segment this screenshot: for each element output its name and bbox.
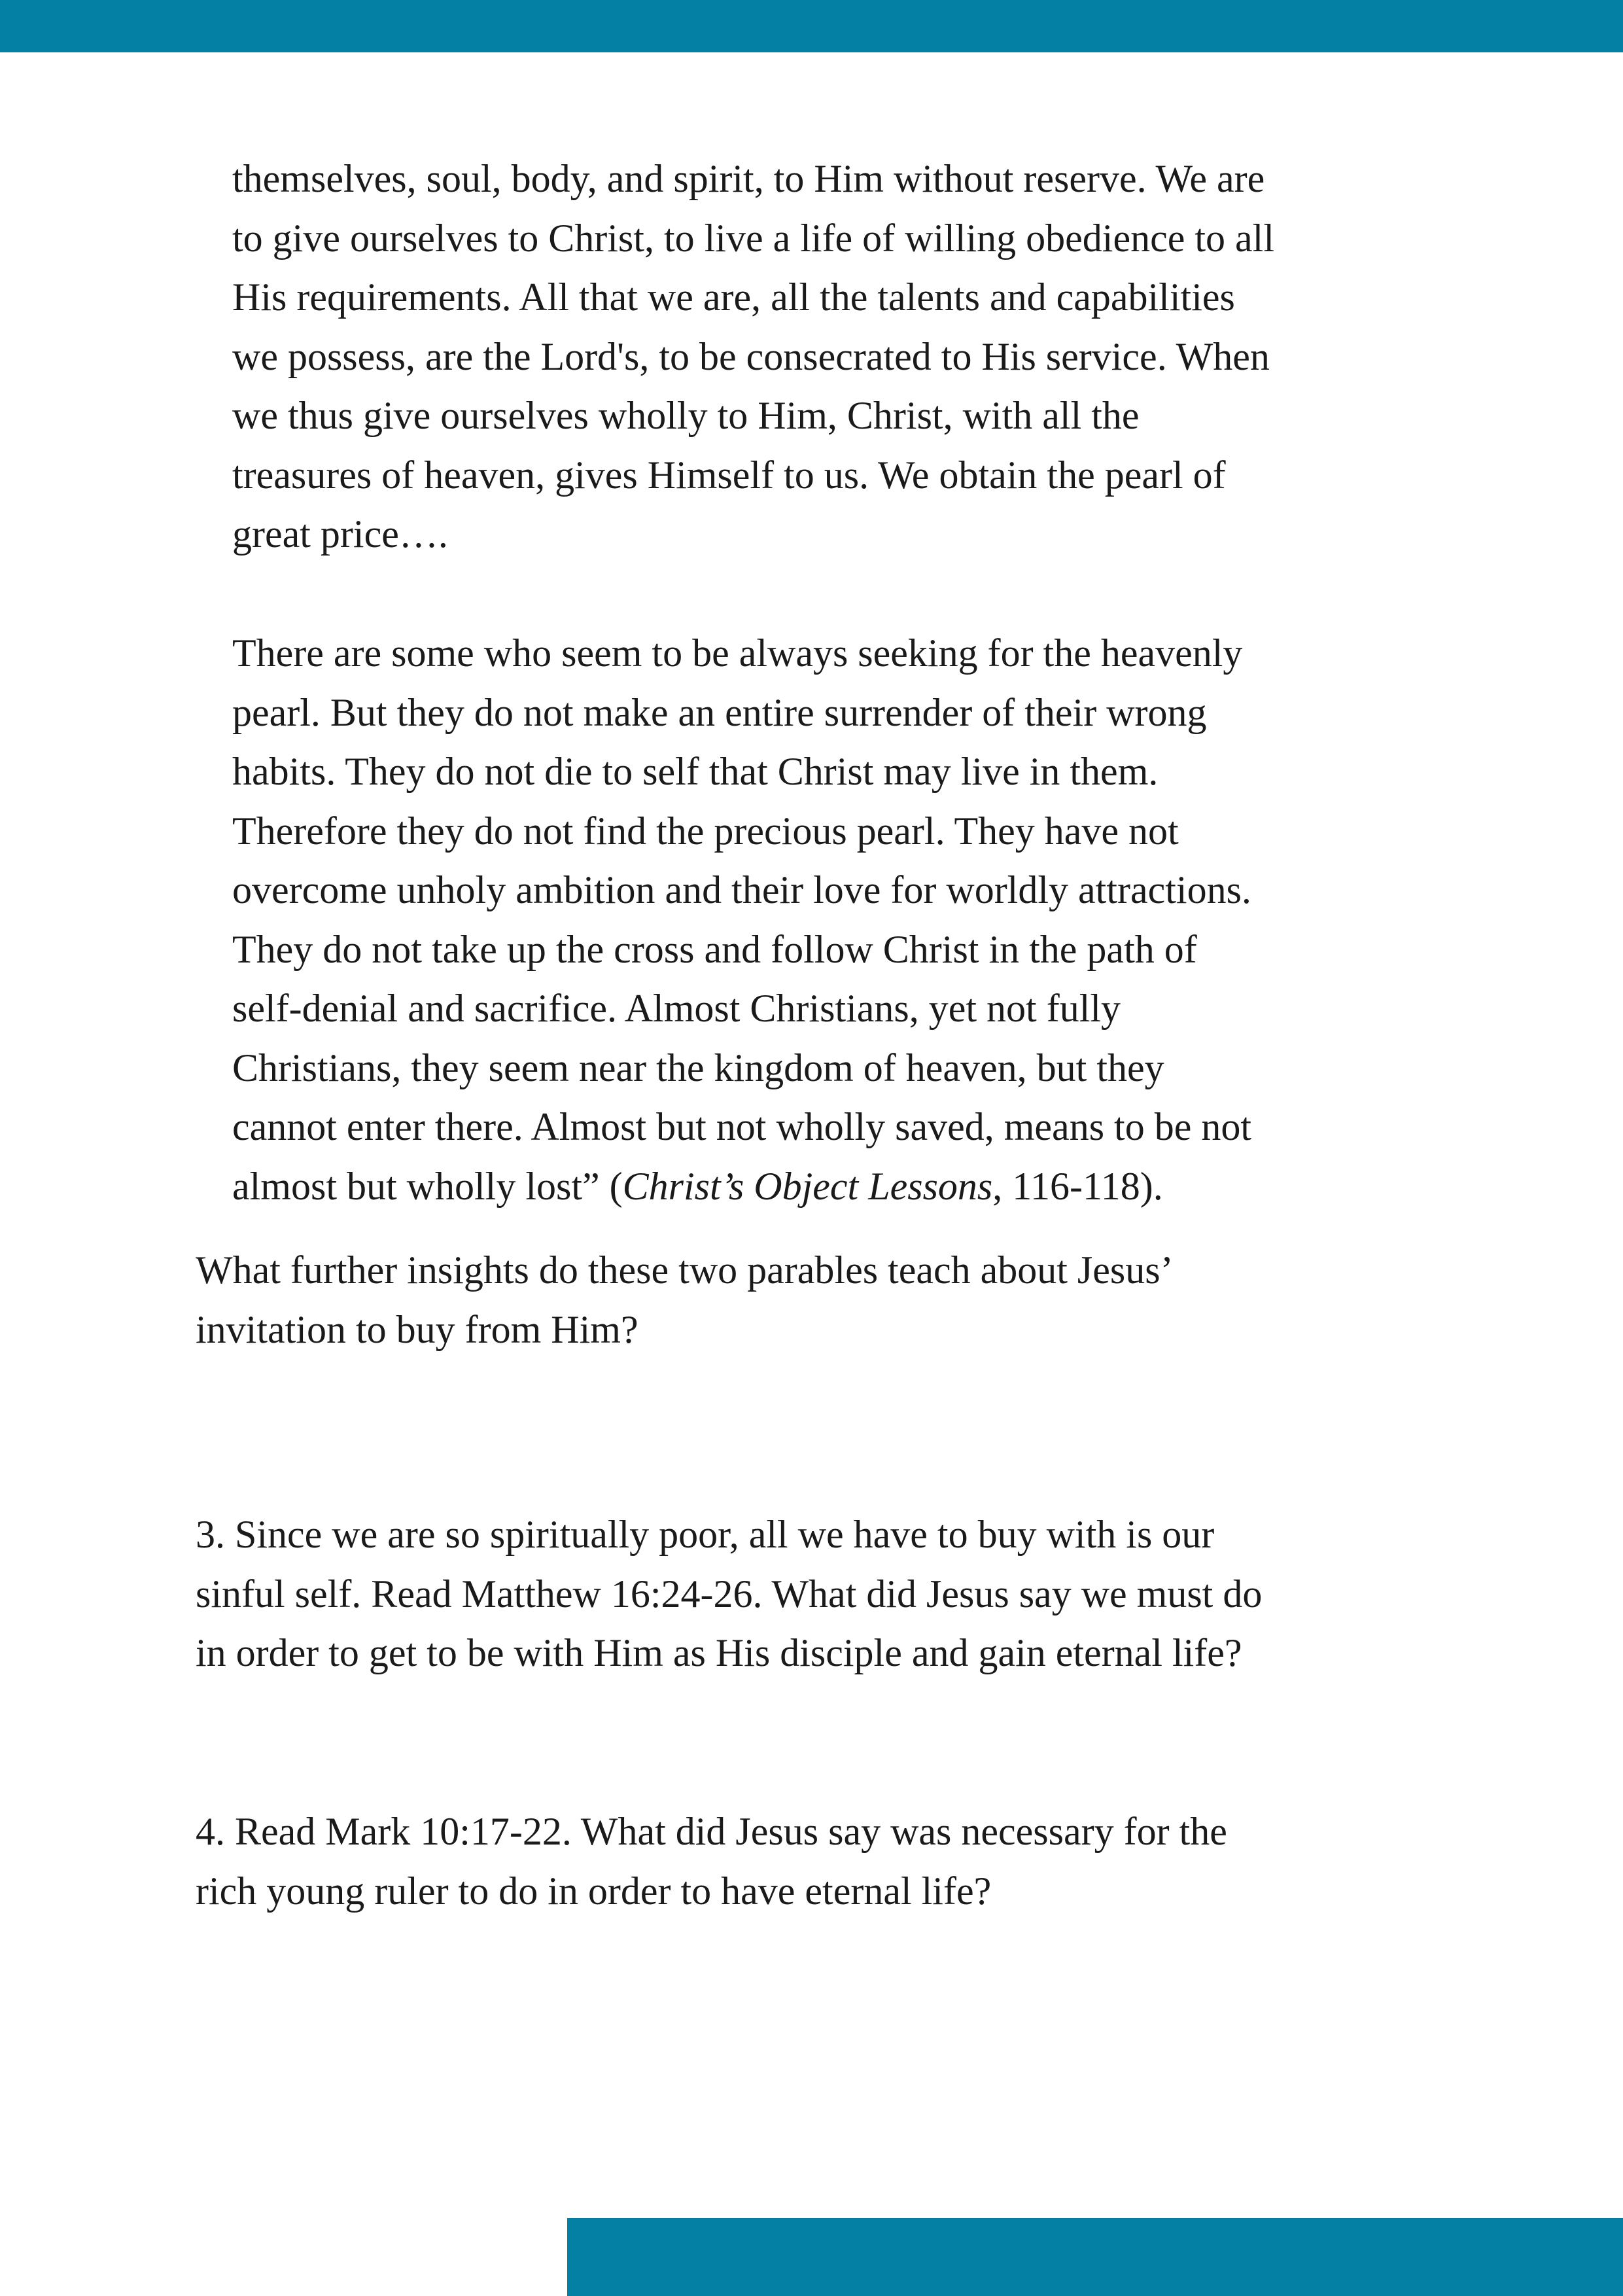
text-line: in order to get to be with Him as His disciple and gain eternal life? [196,1631,1242,1674]
text-line: self-denial and sacrifice. Almost Christians, yet not fully [232,987,1121,1030]
citation-title: Christ’s Object Lessons [622,1164,993,1208]
text-line: to give ourselves to Christ, to live a life of willing obedience to all [232,216,1274,260]
text-line: we thus give ourselves wholly to Him, Christ, with all the [232,394,1140,437]
top-accent-bar [0,0,1623,52]
text-line [232,1157,1251,1216]
text-line: cannot enter there. Almost but not wholly saved, means to be not [232,1105,1252,1148]
text-line: we possess, are the Lord's, to be consecrated to His service. When [232,334,1270,378]
text-line: habits. They do not die to self that Christ may live in them. [232,750,1159,793]
text-line: overcome unholy ambition and their love for worldly attractions. [232,868,1251,911]
text-line: Therefore they do not find the precious pearl. They have not [232,809,1179,853]
text-line: Christians, they seem near the kingdom of heaven, but they [232,1046,1164,1089]
text-line: rich young ruler to do in order to have eternal life? [196,1869,992,1913]
text-line: His requirements. All that we are, all the talents and capabilities [232,275,1235,319]
text-line: treasures of heaven, gives Himself to us. We obtain the pearl of [232,453,1226,497]
text-line: They do not take up the cross and follow Christ in the path of [232,927,1197,971]
text-line: sinful self. Read Matthew 16:24-26. What did Jesus say we must do [196,1572,1263,1616]
text-line: 4. Read Mark 10:17-22. What did Jesus say was necessary for the [196,1810,1227,1853]
text-line: themselves, soul, body, and spirit, to Him without reserve. We are [232,157,1265,200]
citation-lead: almost but wholly lost” ( [232,1164,623,1208]
text-line: There are some who seem to be always seeking for the heavenly [232,631,1243,675]
text-line: 3. Since we are so spiritually poor, all we have to buy with is our [196,1513,1215,1556]
text-line: invitation to buy from Him? [196,1307,638,1351]
question-4 [196,1802,1227,1920]
quote-paragraph [232,624,1251,1216]
citation-pages: , 116-118). [992,1164,1163,1208]
text-line: pearl. But they do not make an entire surrender of their wrong [232,690,1207,734]
text-line: great price…. [232,512,448,556]
text-line: What further insights do these two parables teach about Jesus’ [196,1248,1174,1292]
discussion-question [196,1241,1174,1359]
bottom-accent-bar [567,2218,1623,2296]
quote-paragraph [232,149,1274,564]
question-3 [196,1505,1262,1683]
